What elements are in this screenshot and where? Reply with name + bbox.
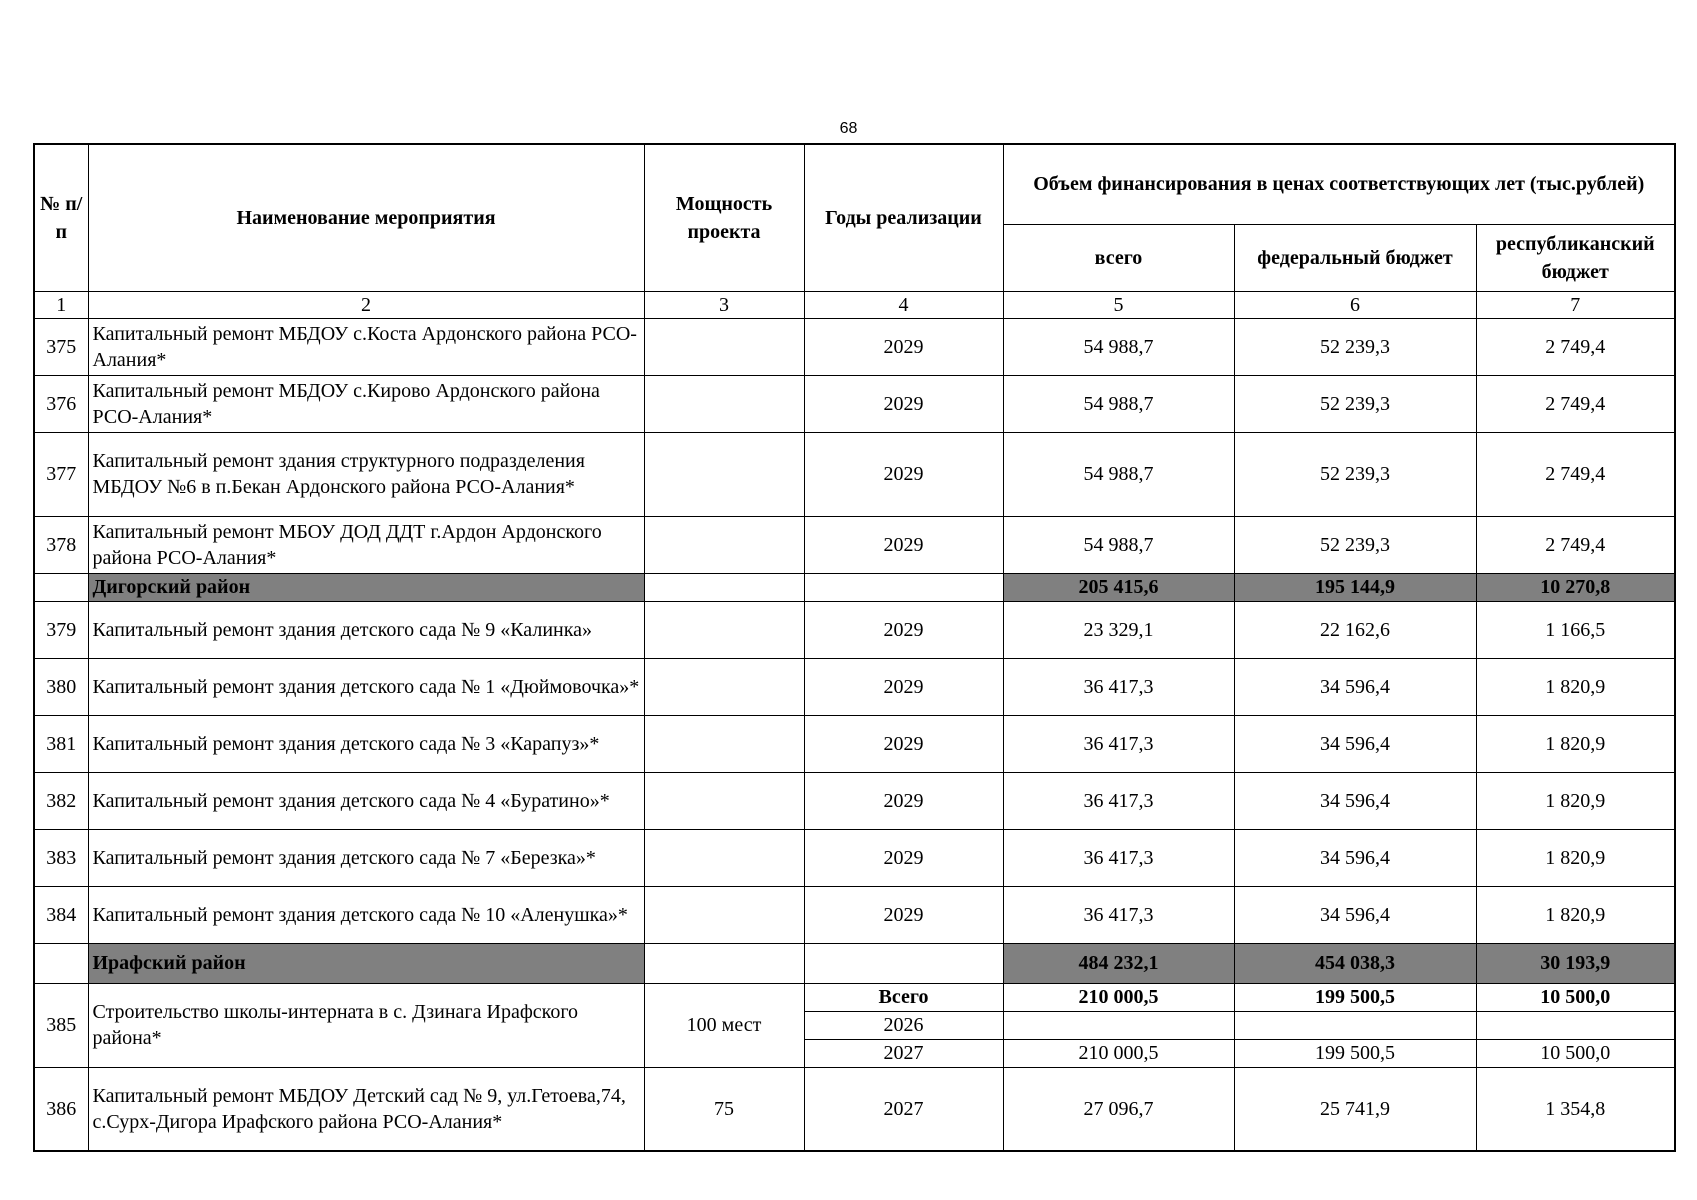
row-federal: 199 500,5: [1234, 1039, 1476, 1067]
row-num: 382: [34, 772, 88, 829]
district-capacity: [644, 943, 804, 983]
row-num: 386: [34, 1067, 88, 1151]
table-row: [34, 318, 1675, 375]
table-row: [34, 375, 1675, 432]
row-name: Капитальный ремонт здания детского сада № 1 «Дюймовочка»*: [88, 658, 644, 715]
row-republic: 2 749,4: [1476, 375, 1675, 432]
row-num: 375: [34, 318, 88, 375]
funding-table: [33, 143, 1676, 1152]
district-total: 205 415,6: [1003, 573, 1234, 601]
row-republic: 1 354,8: [1476, 1067, 1675, 1151]
row-federal: 34 596,4: [1234, 886, 1476, 943]
table-row: [34, 516, 1675, 573]
table-row: [34, 829, 1675, 886]
row-capacity: [644, 658, 804, 715]
row-name: Строительство школы-интерната в с. Дзинага Ирафского района*: [88, 983, 644, 1067]
district-year: [804, 573, 1003, 601]
table-row: [34, 601, 1675, 658]
district-capacity: [644, 573, 804, 601]
row-republic: 2 749,4: [1476, 318, 1675, 375]
header-years: Годы реализации: [804, 144, 1003, 291]
header-republic: республиканский бюджет: [1476, 224, 1675, 291]
row-federal: 52 239,3: [1234, 516, 1476, 573]
district-federal: 195 144,9: [1234, 573, 1476, 601]
row-republic: 1 820,9: [1476, 829, 1675, 886]
row-federal: 22 162,6: [1234, 601, 1476, 658]
header-funding: Объем финансирования в ценах соответствующих лет (тыс.рублей): [1003, 144, 1675, 224]
row-num: 378: [34, 516, 88, 573]
row-year: 2026: [804, 1011, 1003, 1039]
table-row: [34, 432, 1675, 516]
row-num: 376: [34, 375, 88, 432]
row-name: Капитальный ремонт здания структурного подразделения МБДОУ №6 в п.Бекан Ардонского района РСО-Алания*: [88, 432, 644, 516]
col-index: 2: [88, 291, 644, 318]
district-year: [804, 943, 1003, 983]
district-republic: 30 193,9: [1476, 943, 1675, 983]
row-total: 36 417,3: [1003, 715, 1234, 772]
row-capacity: [644, 375, 804, 432]
row-republic: 1 820,9: [1476, 886, 1675, 943]
row-total: 210 000,5: [1003, 983, 1234, 1011]
col-index: 6: [1234, 291, 1476, 318]
row-num: 377: [34, 432, 88, 516]
row-total: [1003, 1011, 1234, 1039]
row-capacity: [644, 829, 804, 886]
row-republic: 1 820,9: [1476, 772, 1675, 829]
row-federal: 25 741,9: [1234, 1067, 1476, 1151]
row-name: Капитальный ремонт здания детского сада № 3 «Карапуз»*: [88, 715, 644, 772]
district-row-iraf: [34, 943, 1675, 983]
header-capacity: Мощность проекта: [644, 144, 804, 291]
row-year: 2029: [804, 658, 1003, 715]
row-federal: 199 500,5: [1234, 983, 1476, 1011]
district-federal: 454 038,3: [1234, 943, 1476, 983]
column-index-row: [34, 291, 1675, 318]
district-republic: 10 270,8: [1476, 573, 1675, 601]
row-capacity: [644, 318, 804, 375]
row-total: 36 417,3: [1003, 772, 1234, 829]
table-row: [34, 983, 1675, 1011]
row-total: 54 988,7: [1003, 318, 1234, 375]
row-republic: [1476, 1011, 1675, 1039]
row-capacity: [644, 772, 804, 829]
header-row-1: [34, 144, 1675, 224]
row-total: 36 417,3: [1003, 658, 1234, 715]
row-name: Капитальный ремонт МБДОУ Детский сад № 9, ул.Гетоева,74, с.Сурх-Дигора Ирафского района РСО-Алания*: [88, 1067, 644, 1151]
row-name: Капитальный ремонт МБДОУ с.Кирово Ардонского района РСО-Алания*: [88, 375, 644, 432]
row-year: 2029: [804, 772, 1003, 829]
table-row: [34, 886, 1675, 943]
row-year: 2029: [804, 432, 1003, 516]
row-total: 210 000,5: [1003, 1039, 1234, 1067]
table-row: [34, 1067, 1675, 1151]
row-name: Капитальный ремонт здания детского сада № 4 «Буратино»*: [88, 772, 644, 829]
row-year: 2027: [804, 1067, 1003, 1151]
row-total: 36 417,3: [1003, 886, 1234, 943]
col-index: 5: [1003, 291, 1234, 318]
row-capacity: 100 мест: [644, 983, 804, 1067]
row-total: 54 988,7: [1003, 432, 1234, 516]
row-name: Капитальный ремонт МБДОУ с.Коста Ардонского района РСО-Алания*: [88, 318, 644, 375]
row-year: Всего: [804, 983, 1003, 1011]
row-name: Капитальный ремонт МБОУ ДОД ДДТ г.Ардон Ардонского района РСО-Алания*: [88, 516, 644, 573]
row-num: 381: [34, 715, 88, 772]
row-year: 2029: [804, 886, 1003, 943]
row-year: 2029: [804, 829, 1003, 886]
row-capacity: [644, 432, 804, 516]
row-republic: 1 820,9: [1476, 715, 1675, 772]
row-federal: [1234, 1011, 1476, 1039]
row-num: 379: [34, 601, 88, 658]
row-federal: 34 596,4: [1234, 658, 1476, 715]
row-total: 23 329,1: [1003, 601, 1234, 658]
row-federal: 52 239,3: [1234, 432, 1476, 516]
district-total: 484 232,1: [1003, 943, 1234, 983]
table-row: [34, 772, 1675, 829]
district-name: Дигорский район: [88, 573, 644, 601]
row-republic: 2 749,4: [1476, 516, 1675, 573]
row-num: 385: [34, 983, 88, 1067]
row-year: 2029: [804, 601, 1003, 658]
district-num: [34, 943, 88, 983]
row-federal: 34 596,4: [1234, 715, 1476, 772]
row-year: 2027: [804, 1039, 1003, 1067]
row-year: 2029: [804, 715, 1003, 772]
table-row: [34, 658, 1675, 715]
header-num: № п/п: [34, 144, 88, 291]
row-name: Капитальный ремонт здания детского сада № 9 «Калинка»: [88, 601, 644, 658]
row-num: 384: [34, 886, 88, 943]
row-year: 2029: [804, 516, 1003, 573]
row-year: 2029: [804, 375, 1003, 432]
row-num: 380: [34, 658, 88, 715]
row-num: 383: [34, 829, 88, 886]
header-total: всего: [1003, 224, 1234, 291]
row-republic: 1 820,9: [1476, 658, 1675, 715]
row-name: Капитальный ремонт здания детского сада № 7 «Березка»*: [88, 829, 644, 886]
row-republic: 2 749,4: [1476, 432, 1675, 516]
row-name: Капитальный ремонт здания детского сада № 10 «Аленушка»*: [88, 886, 644, 943]
row-year: 2029: [804, 318, 1003, 375]
header-federal: федеральный бюджет: [1234, 224, 1476, 291]
district-num: [34, 573, 88, 601]
col-index: 4: [804, 291, 1003, 318]
district-name: Ирафский район: [88, 943, 644, 983]
page-number: 68: [839, 120, 858, 137]
header-name: Наименование мероприятия: [88, 144, 644, 291]
district-row-digor: [34, 573, 1675, 601]
row-republic: 10 500,0: [1476, 1039, 1675, 1067]
row-total: 36 417,3: [1003, 829, 1234, 886]
row-total: 54 988,7: [1003, 516, 1234, 573]
row-capacity: [644, 715, 804, 772]
row-total: 27 096,7: [1003, 1067, 1234, 1151]
row-capacity: [644, 516, 804, 573]
row-republic: 1 166,5: [1476, 601, 1675, 658]
row-capacity: [644, 886, 804, 943]
col-index: 3: [644, 291, 804, 318]
col-index: 1: [34, 291, 88, 318]
row-federal: 34 596,4: [1234, 772, 1476, 829]
row-federal: 52 239,3: [1234, 375, 1476, 432]
row-total: 54 988,7: [1003, 375, 1234, 432]
row-capacity: 75: [644, 1067, 804, 1151]
table-row: [34, 715, 1675, 772]
row-federal: 34 596,4: [1234, 829, 1476, 886]
col-index: 7: [1476, 291, 1675, 318]
row-federal: 52 239,3: [1234, 318, 1476, 375]
row-capacity: [644, 601, 804, 658]
row-republic: 10 500,0: [1476, 983, 1675, 1011]
